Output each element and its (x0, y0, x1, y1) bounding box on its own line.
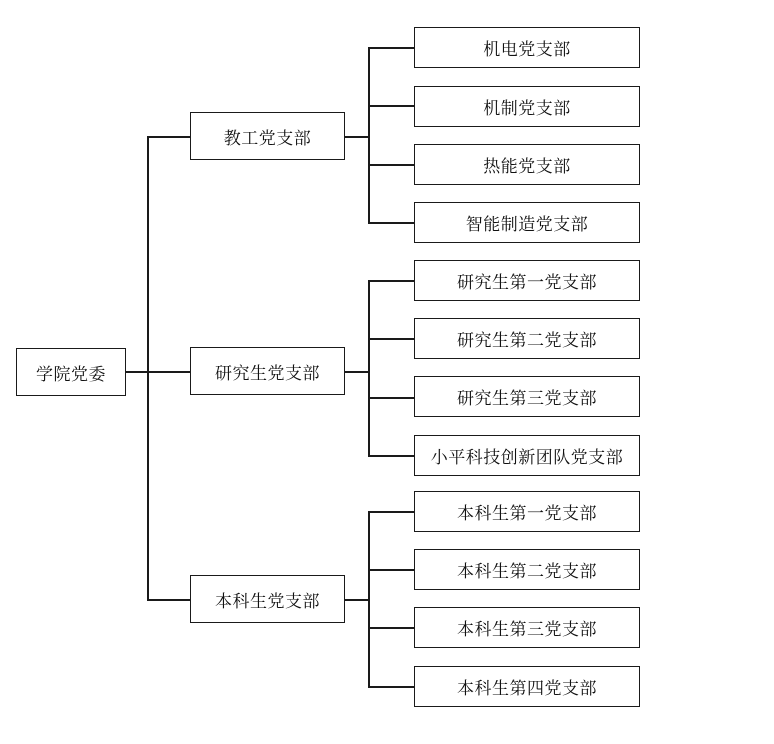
node-label: 研究生第三党支部 (457, 389, 597, 408)
connector-b1-child-1 (368, 47, 414, 49)
node-branch-3 (190, 575, 345, 623)
node-label: 教工党支部 (223, 128, 312, 148)
connector-b2-child-4 (368, 455, 414, 457)
node-leaf-3-4 (414, 666, 640, 707)
node-leaf-1-3 (414, 144, 640, 185)
node-label: 机电党支部 (483, 40, 571, 59)
node-leaf-1-4 (414, 202, 640, 243)
node-label: 研究生党支部 (215, 363, 320, 383)
node-label: 学院党委 (36, 364, 106, 384)
node-label: 本科生第四党支部 (457, 679, 597, 698)
connector-branch-2 (147, 371, 190, 373)
node-label: 研究生第一党支部 (457, 273, 597, 292)
node-label: 本科生第三党支部 (457, 620, 597, 639)
connector-branch-1-out (345, 136, 369, 138)
node-label: 本科生党支部 (215, 591, 320, 611)
node-label: 热能党支部 (483, 157, 571, 176)
node-label: 小平科技创新团队党支部 (430, 448, 624, 467)
node-leaf-2-1 (414, 260, 640, 301)
node-leaf-1-1 (414, 27, 640, 68)
connector-branch-1-spine (368, 47, 370, 223)
node-leaf-2-2 (414, 318, 640, 359)
connector-branch-1 (147, 136, 190, 138)
connector-b3-child-4 (368, 686, 414, 688)
connector-branch-3 (147, 599, 190, 601)
connector-branch-2-spine (368, 280, 370, 456)
node-leaf-1-2 (414, 86, 640, 127)
node-branch-1 (190, 112, 345, 160)
node-leaf-2-3 (414, 376, 640, 417)
connector-b2-child-2 (368, 338, 414, 340)
node-label: 本科生第二党支部 (457, 562, 597, 581)
node-label: 机制党支部 (483, 99, 571, 118)
connector-branch-2-out (345, 371, 369, 373)
connector-b3-child-2 (368, 569, 414, 571)
connector-b1-child-2 (368, 105, 414, 107)
connector-root-spine (147, 136, 149, 600)
node-label: 本科生第一党支部 (457, 504, 597, 523)
node-label: 智能制造党支部 (465, 215, 589, 234)
node-root (16, 348, 126, 396)
node-leaf-3-3 (414, 607, 640, 648)
node-leaf-3-1 (414, 491, 640, 532)
connector-b2-child-1 (368, 280, 414, 282)
connector-b1-child-3 (368, 164, 414, 166)
connector-b1-child-4 (368, 222, 414, 224)
connector-b3-child-3 (368, 627, 414, 629)
node-leaf-3-2 (414, 549, 640, 590)
connector-branch-3-out (345, 599, 369, 601)
connector-branch-3-spine (368, 511, 370, 686)
node-branch-2 (190, 347, 345, 395)
connector-b3-child-1 (368, 511, 414, 513)
connector-root-out (126, 371, 148, 373)
connector-b2-child-3 (368, 397, 414, 399)
node-leaf-2-4 (414, 435, 640, 476)
node-label: 研究生第二党支部 (457, 331, 597, 350)
